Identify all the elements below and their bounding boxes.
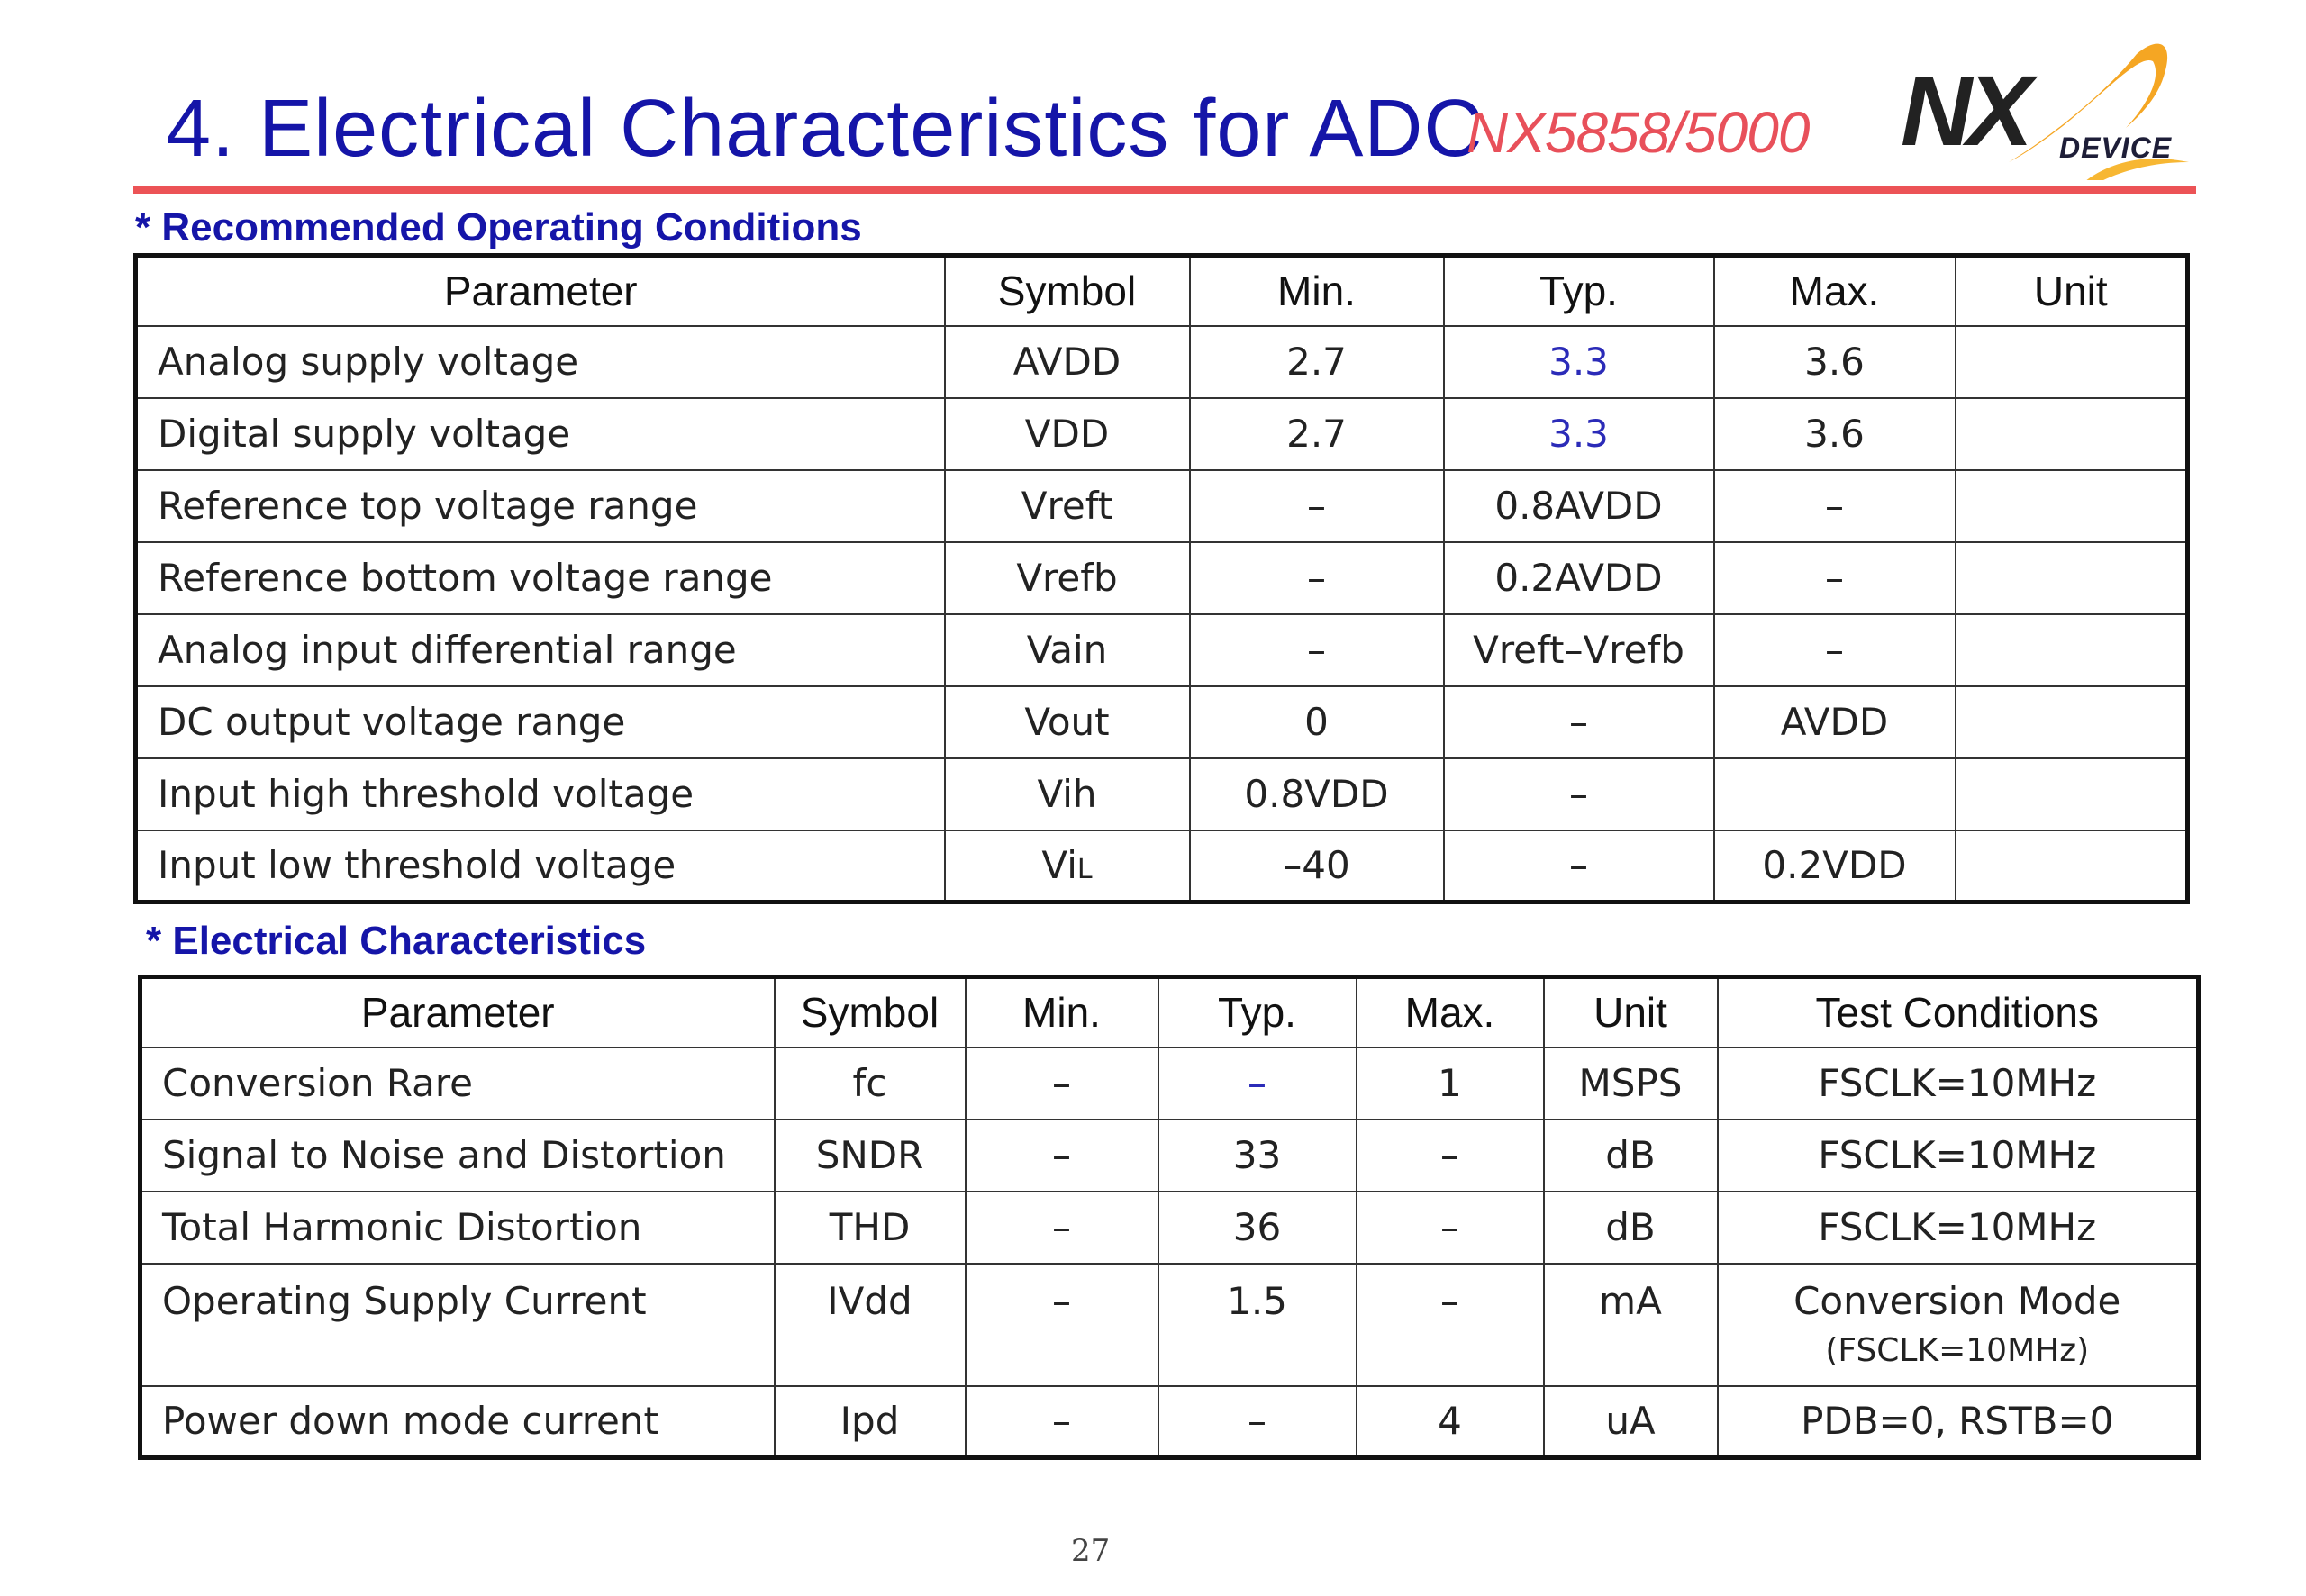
- cell-parameter: DC output voltage range: [136, 686, 945, 758]
- table-row: [141, 1120, 2199, 1192]
- cell-symbol: Vrefb: [945, 542, 1190, 614]
- table-row: [136, 326, 2188, 398]
- cell-test-conditions: FSCLK=10MHz: [1718, 1047, 2199, 1120]
- cell-min: –: [1190, 470, 1444, 542]
- col-max: Max.: [1714, 256, 1956, 326]
- cell-symbol: Ipd: [775, 1386, 966, 1458]
- cell-test-conditions: PDB=0, RSTB=0: [1718, 1386, 2199, 1458]
- cell-symbol: VDD: [945, 398, 1190, 470]
- cell-typ: –: [1158, 1386, 1357, 1458]
- cell-parameter: Input low threshold voltage: [136, 830, 945, 902]
- cell-typ: –: [1444, 758, 1714, 830]
- cell-symbol: fc: [775, 1047, 966, 1120]
- model-number: NX5858/5000: [1466, 100, 1810, 165]
- cell-parameter: Analog supply voltage: [136, 326, 945, 398]
- cell-symbol: SNDR: [775, 1120, 966, 1192]
- table-row: [136, 686, 2188, 758]
- cell-min: –: [966, 1120, 1158, 1192]
- symbol-subscript: L: [1076, 854, 1093, 886]
- cell-typ: Vreft–Vrefb: [1444, 614, 1714, 686]
- recommended-heading: * Recommended Operating Conditions: [135, 205, 862, 249]
- cell-parameter: Analog input differential range: [136, 614, 945, 686]
- cell-max: –: [1357, 1120, 1544, 1192]
- cell-symbol: Vain: [945, 614, 1190, 686]
- symbol-main: Vi: [1041, 843, 1077, 888]
- cell-typ: 3.3: [1444, 398, 1714, 470]
- col-min: Min.: [966, 977, 1158, 1047]
- cell-symbol: Vout: [945, 686, 1190, 758]
- cell-min: 2.7: [1190, 326, 1444, 398]
- nx-device-logo: [1901, 27, 2198, 180]
- col-test-conditions: Test Conditions: [1718, 977, 2199, 1047]
- cell-min: –: [966, 1264, 1158, 1386]
- cell-max: AVDD: [1714, 686, 1956, 758]
- cell-test-conditions: FSCLK=10MHz: [1718, 1192, 2199, 1264]
- cell-min: 0.8VDD: [1190, 758, 1444, 830]
- cell-test-conditions: FSCLK=10MHz: [1718, 1120, 2199, 1192]
- cell-min: –: [966, 1192, 1158, 1264]
- table-row: [136, 614, 2188, 686]
- cell-parameter: Input high threshold voltage: [136, 758, 945, 830]
- cell-min: 2.7: [1190, 398, 1444, 470]
- cell-unit: MSPS: [1544, 1047, 1718, 1120]
- logo-device-text: DEVICE: [2059, 131, 2173, 164]
- cell-typ: 3.3: [1444, 326, 1714, 398]
- cell-typ: 36: [1158, 1192, 1357, 1264]
- col-parameter: Parameter: [141, 977, 775, 1047]
- cell-unit: [1956, 614, 2188, 686]
- cell-parameter: Conversion Rare: [141, 1047, 775, 1120]
- cell-parameter: Total Harmonic Distortion: [141, 1192, 775, 1264]
- cell-typ: 1.5: [1158, 1264, 1357, 1386]
- cell-max: 3.6: [1714, 326, 1956, 398]
- cell-typ: –: [1444, 830, 1714, 902]
- table-row: [141, 1264, 2199, 1386]
- cell-parameter: Reference top voltage range: [136, 470, 945, 542]
- cell-min: –: [1190, 542, 1444, 614]
- col-typ: Typ.: [1158, 977, 1357, 1047]
- cell-unit: [1956, 326, 2188, 398]
- cell-unit: [1956, 542, 2188, 614]
- cell-min: –: [966, 1047, 1158, 1120]
- condition-note: (FSCLK=10MHz): [1825, 1331, 2090, 1369]
- cell-parameter: Reference bottom voltage range: [136, 542, 945, 614]
- col-parameter: Parameter: [136, 256, 945, 326]
- col-max: Max.: [1357, 977, 1544, 1047]
- cell-max: [1714, 758, 1956, 830]
- cell-symbol: Vih: [945, 758, 1190, 830]
- table-row: [141, 1386, 2199, 1458]
- cell-symbol: [945, 830, 1190, 902]
- col-unit: Unit: [1544, 977, 1718, 1047]
- cell-unit: [1956, 398, 2188, 470]
- recommended-conditions-table: [133, 253, 2190, 904]
- cell-unit: [1956, 758, 2188, 830]
- page-title: 4. Electrical Characteristics for ADC: [166, 84, 1484, 174]
- table-header-row: [136, 256, 2188, 326]
- cell-max: –: [1714, 470, 1956, 542]
- col-symbol: Symbol: [945, 256, 1190, 326]
- cell-symbol: Vreft: [945, 470, 1190, 542]
- col-typ: Typ.: [1444, 256, 1714, 326]
- table-row: [136, 470, 2188, 542]
- cell-max: –: [1714, 542, 1956, 614]
- cell-parameter: Digital supply voltage: [136, 398, 945, 470]
- table-row: [141, 1047, 2199, 1120]
- logo-nx-text: NX: [1901, 56, 2028, 167]
- cell-typ: –: [1444, 686, 1714, 758]
- cell-parameter: Power down mode current: [141, 1386, 775, 1458]
- cell-symbol: AVDD: [945, 326, 1190, 398]
- cell-unit: dB: [1544, 1192, 1718, 1264]
- cell-typ: 0.8AVDD: [1444, 470, 1714, 542]
- cell-min: –: [966, 1386, 1158, 1458]
- cell-max: –: [1714, 614, 1956, 686]
- cell-unit: uA: [1544, 1386, 1718, 1458]
- page-number: 27: [1071, 1533, 1111, 1569]
- cell-min: –: [1190, 614, 1444, 686]
- electrical-characteristics-table: [138, 975, 2201, 1460]
- table-row: [141, 1192, 2199, 1264]
- condition-main: Conversion Mode: [1793, 1278, 2121, 1323]
- header-divider: [133, 186, 2196, 194]
- cell-max: 3.6: [1714, 398, 1956, 470]
- col-unit: Unit: [1956, 256, 2188, 326]
- cell-unit: [1956, 470, 2188, 542]
- cell-max: 1: [1357, 1047, 1544, 1120]
- cell-test-conditions: [1718, 1264, 2199, 1386]
- table-row: [136, 542, 2188, 614]
- cell-typ: 33: [1158, 1120, 1357, 1192]
- cell-min: –40: [1190, 830, 1444, 902]
- cell-parameter: Signal to Noise and Distortion: [141, 1120, 775, 1192]
- col-min: Min.: [1190, 256, 1444, 326]
- cell-symbol: IVdd: [775, 1264, 966, 1386]
- cell-typ: –: [1158, 1047, 1357, 1120]
- cell-max: 0.2VDD: [1714, 830, 1956, 902]
- cell-max: 4: [1357, 1386, 1544, 1458]
- cell-unit: [1956, 686, 2188, 758]
- cell-typ: 0.2AVDD: [1444, 542, 1714, 614]
- cell-unit: mA: [1544, 1264, 1718, 1386]
- electrical-heading: * Electrical Characteristics: [146, 919, 647, 963]
- table-header-row: [141, 977, 2199, 1047]
- table-row: [136, 398, 2188, 470]
- cell-unit: dB: [1544, 1120, 1718, 1192]
- table-row: [136, 830, 2188, 902]
- table-row: [136, 758, 2188, 830]
- cell-parameter: Operating Supply Current: [141, 1264, 775, 1386]
- cell-max: –: [1357, 1264, 1544, 1386]
- cell-max: –: [1357, 1192, 1544, 1264]
- cell-unit: [1956, 830, 2188, 902]
- col-symbol: Symbol: [775, 977, 966, 1047]
- cell-symbol: THD: [775, 1192, 966, 1264]
- cell-min: 0: [1190, 686, 1444, 758]
